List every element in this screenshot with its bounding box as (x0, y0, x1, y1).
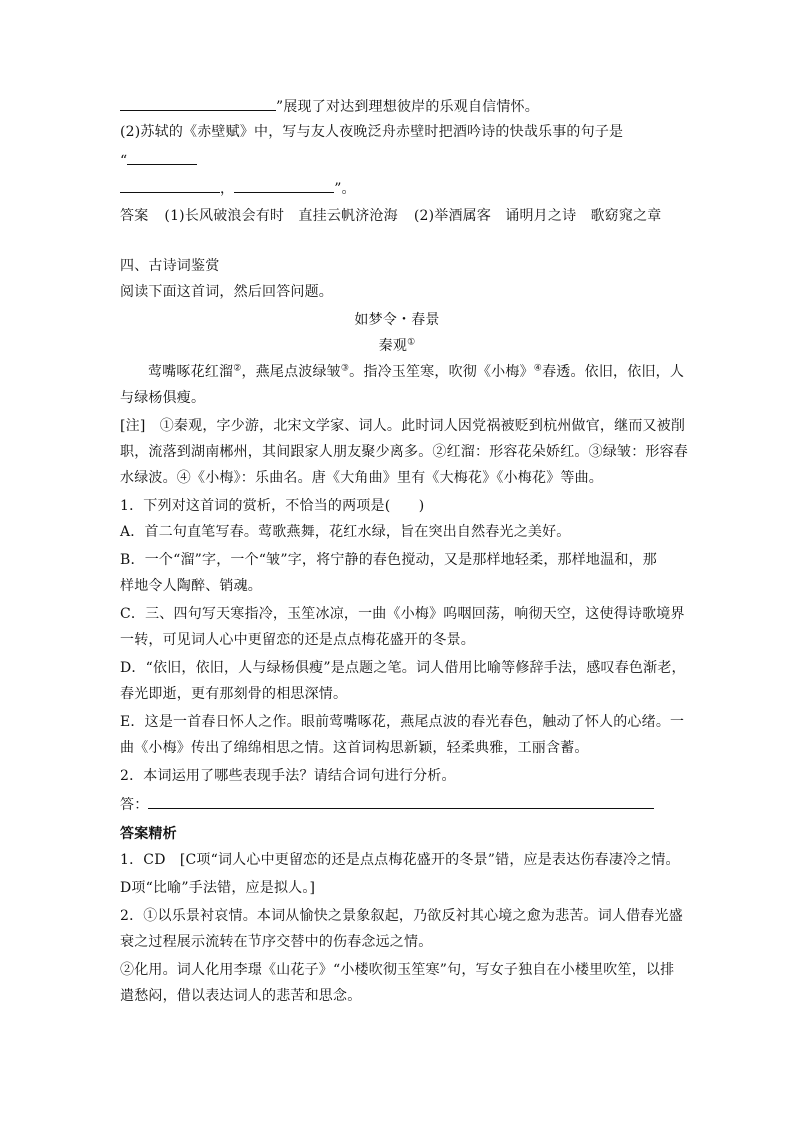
poem-text: ，燕尾点波绿皱 (241, 364, 341, 380)
analysis-text: 1．CD [C项“词人心中更留恋的还是点点梅花盛开的冬景”错，应是表达伤春凄冷之情。 (120, 852, 680, 868)
question-2-stem-main (120, 766, 456, 786)
heading-text: 四、古诗词鉴赏 (120, 258, 220, 274)
question-2-answer-line (120, 794, 654, 815)
analysis-1-line-2 (120, 878, 315, 898)
poem-line-1 (148, 362, 684, 382)
answer-blank[interactable] (120, 178, 220, 193)
analysis-2-line-2 (120, 932, 432, 952)
analysis-2-line-1 (120, 906, 683, 926)
option-text: 一转，可见词人心中更留恋的还是点点梅花盛开的冬景。 (120, 632, 475, 648)
analysis-text: D项“比喻”手法错，应是拟人。] (120, 880, 316, 896)
notes-line-3 (120, 468, 603, 488)
option-text: C．三、四句写天寒指冷，玉笙冰凉，一曲《小梅》呜咽回荡，响彻天空，这使得诗歌境界 (120, 606, 685, 622)
notes-line-1 (120, 416, 685, 436)
title-text: 如梦令・春景 (354, 312, 440, 328)
note-text: 职，流落到湖南郴州，其间跟家人朋友聚少离多。②红溜：形容花朵娇红。③绿皱：形容春 (120, 444, 688, 460)
comma: ， (220, 181, 235, 197)
option-text: D．“依旧，依旧，人与绿杨俱瘦”是点题之笔。词人借用比喻等修辞手法，感叹春色渐老， (120, 660, 686, 676)
option-a (120, 522, 571, 542)
question-text: 2．本词运用了哪些表现手法？请结合词句进行分析。 (120, 768, 456, 784)
analysis-heading (120, 824, 177, 844)
open-quote: “ (120, 153, 128, 169)
fill-line-2 (120, 150, 197, 171)
analysis-text: 遣愁闷，借以表达词人的悲苦和思念。 (120, 988, 362, 1004)
analysis-text: 衰之过程展示流转在节序交替中的伤春念远之情。 (120, 934, 433, 950)
text: (2)苏轼的《赤壁赋》中，写与友人夜晚泛舟赤壁时把酒吟诗的快哉乐事的句子是 (120, 124, 624, 140)
answer-blank[interactable] (127, 150, 197, 165)
section-instruction (120, 282, 333, 302)
note-text: [注] ①秦观，字少游，北宋文学家、词人。此时词人因党祸被贬到杭州做官，继而又被削 (120, 418, 686, 434)
option-d-line-2 (120, 684, 347, 704)
poem-line-2 (120, 388, 205, 408)
option-text: B．一个“溜”字，一个“皱”字，将宁静的春色搅动，又是那样地轻柔，那样地温和，那 (120, 552, 657, 568)
option-d-line-1 (120, 658, 686, 678)
analysis-text: 2．①以乐景衬哀情。本词从愉快之景象叙起，乃欲反衬其心境之愈为悲苦。词人借春光盛 (120, 908, 683, 924)
section-heading (120, 256, 219, 276)
close-quote: ”。 (334, 181, 356, 197)
option-text: 曲《小梅》传出了绵绵相思之情。这首词构思新颖，轻柔典雅，工丽含蓄。 (120, 740, 589, 756)
question-text: 1．下列对这首词的赏析，不恰当的两项是( ) (120, 498, 425, 514)
option-text: E．这是一首春日怀人之作。眼前莺嘴啄花，燕尾点波的春光春色，触动了怀人的心绪。一 (120, 714, 685, 730)
option-c-line-1 (120, 604, 685, 624)
option-text: A．首二句直笔写春。莺歌燕舞，花红水绿，旨在突出自然春光之美好。 (120, 524, 571, 540)
analysis-2-line-4 (120, 986, 361, 1006)
option-b-line-2 (120, 576, 262, 596)
option-text: 春光即逝，更有那刻骨的相思深情。 (120, 686, 348, 702)
answer-1: (1)长风破浪会有时 直挂云帆济沧海 (164, 208, 398, 224)
option-c-line-2 (120, 630, 475, 650)
heading-text: 答案精析 (120, 826, 177, 842)
option-e-line-2 (120, 738, 589, 758)
notes-line-2 (120, 442, 688, 462)
footnote-marker: ③ (340, 363, 350, 374)
analysis-1-line-1 (120, 850, 680, 870)
analysis-2-line-3 (120, 960, 674, 980)
poem-text: 。指冷玉笙寒，吹彻《小梅》 (349, 364, 534, 380)
text: ”展现了对达到理想彼岸的乐观自信情怀。 (276, 99, 539, 115)
answer-label: 答： (120, 797, 149, 813)
answer-label: 答案 (120, 208, 149, 224)
instruction-text: 阅读下面这首词，然后回答问题。 (120, 284, 333, 300)
fill-line-1 (120, 96, 539, 117)
question-1-stem (120, 496, 424, 516)
question-2-stem (120, 122, 623, 142)
footnote-marker: ② (233, 363, 242, 374)
note-text: 水绿波。④《小梅》：乐曲名。唐《大角曲》里有《大梅花》《小梅花》等曲。 (120, 470, 603, 486)
analysis-text: ②化用。词人化用李璟《山花子》“小楼吹彻玉笙寒”句，写女子独自在小楼里吹笙，以排 (120, 962, 675, 978)
poem-text: 莺嘴啄花红溜 (148, 364, 234, 380)
answer-blank[interactable] (120, 96, 276, 111)
poem-author (0, 336, 794, 356)
poem-text: 春透。依旧，依旧，人 (542, 364, 685, 380)
answer-line (120, 206, 661, 226)
option-text: 样地令人陶醉、销魂。 (120, 578, 262, 594)
poem-text: 与绿杨俱瘦。 (120, 390, 206, 406)
author-text: 秦观 (378, 338, 408, 354)
footnote-marker: ④ (533, 363, 543, 374)
poem-title (0, 310, 794, 330)
answer-blank[interactable] (234, 178, 334, 193)
option-e-line-1 (120, 712, 684, 732)
fill-line-3 (120, 178, 356, 199)
footnote-marker: ① (407, 337, 416, 348)
answer-2: (2)举酒属客 诵明月之诗 歌窈窕之章 (413, 208, 662, 224)
option-b-line-1 (120, 550, 657, 570)
answer-blank[interactable] (148, 794, 654, 809)
